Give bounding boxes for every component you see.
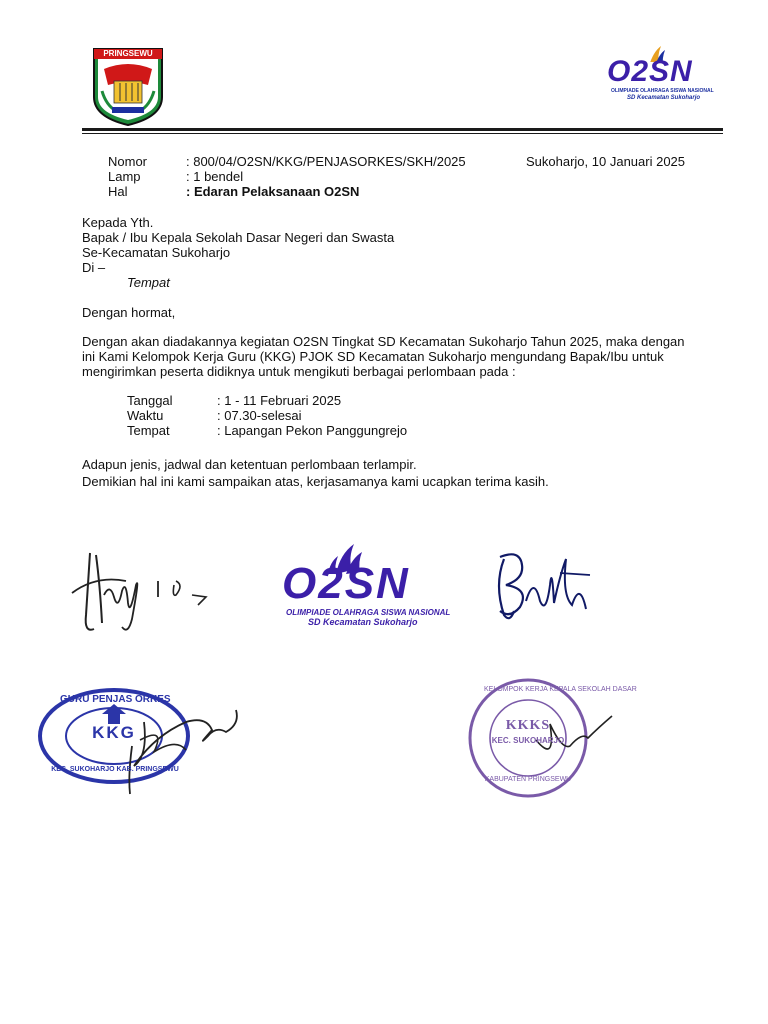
hal-label: Hal	[108, 184, 128, 199]
nomor-value: : 800/04/O2SN/KKG/PENJASORKES/SKH/2025	[186, 154, 466, 169]
left-signature	[66, 545, 216, 640]
pringsewu-label: PRINGSEWU	[103, 49, 153, 58]
kkg-seal-center-text: KKG	[92, 723, 136, 742]
o2sn-header-logo	[605, 44, 725, 104]
place-date: Sukoharjo, 10 Januari 2025	[526, 154, 686, 169]
o2sn-center-line1: OLIMPIADE OLAHRAGA SISWA NASIONAL	[286, 608, 451, 617]
kkg-seal-top-text: GURU PENJAS ORKES	[60, 694, 171, 705]
kkg-seal-stamp	[36, 686, 246, 798]
waktu-value: : 07.30-selesai	[217, 408, 302, 423]
o2sn-center-stamp	[278, 540, 468, 630]
o2sn-header-line2: SD Kecamatan Sukoharjo	[627, 95, 701, 101]
o2sn-center-line2: SD Kecamatan Sukoharjo	[308, 617, 418, 627]
kkks-seal-top-text: KELOMPOK KERJA KEPALA SEKOLAH DASAR	[484, 686, 637, 693]
kkg-seal-bottom-text: KEC. SUKOHARJO KAB. PRINGSEWU	[51, 766, 179, 773]
tanggal-label: Tanggal	[127, 393, 173, 408]
waktu-label: Waktu	[127, 408, 164, 423]
kkks-seal-center-text: KKKS	[505, 718, 551, 733]
header-divider	[82, 128, 723, 131]
kkks-seal-bottom-text: KABUPATEN PRINGSEWU	[484, 776, 572, 783]
recipient-line-1: Kepada Yth.	[82, 215, 154, 230]
hal-value: : Edaran Pelaksanaan O2SN	[186, 184, 360, 199]
right-signature	[490, 545, 600, 625]
lamp-value: : 1 bendel	[186, 169, 244, 184]
kkks-seal-middle-text: KEC. SUKOHARJO	[491, 736, 565, 745]
o2sn-header-wordmark: O2SN	[607, 55, 693, 88]
tanggal-value: : 1 - 11 Februari 2025	[217, 393, 342, 408]
closing-line-1: Adapun jenis, jadwal dan ketentuan perlombaan terlampir.	[82, 457, 417, 472]
header-divider-thin	[82, 133, 723, 134]
recipient-line-2: Bapak / Ibu Kepala Sekolah Dasar Negeri dan Swasta	[82, 230, 395, 245]
body-line-2: ini Kami Kelompok Kerja Guru (KKG) PJOK SD Kecamatan Sukoharjo mengundang Bapak/Ibu untuk	[82, 349, 664, 364]
recipient-line-4: Di –	[82, 260, 106, 275]
o2sn-header-line1: OLIMPIADE OLAHRAGA SISWA NASIONAL	[611, 88, 714, 94]
body-line-3: mengirimkan peserta didiknya untuk mengikuti berbagai perlombaan pada :	[82, 364, 516, 379]
body-line-1: Dengan akan diadakannya kegiatan O2SN Tingkat SD Kecamatan Sukoharjo Tahun 2025, maka dengan	[82, 334, 685, 349]
pringsewu-emblem-logo	[90, 45, 166, 127]
recipient-line-3: Se-Kecamatan Sukoharjo	[82, 245, 231, 260]
greeting: Dengan hormat,	[82, 305, 176, 320]
lamp-label: Lamp	[108, 169, 141, 184]
kkks-seal-stamp	[466, 676, 637, 800]
tempat-label: Tempat	[127, 423, 170, 438]
o2sn-center-wordmark: O2SN	[282, 559, 410, 608]
closing-line-2: Demikian hal ini kami sampaikan atas, kerjasamanya kami ucapkan terima kasih.	[82, 474, 549, 489]
tempat-value: : Lapangan Pekon Panggungrejo	[217, 423, 408, 438]
recipient-line-5: Tempat	[127, 275, 170, 290]
nomor-label: Nomor	[108, 154, 148, 169]
